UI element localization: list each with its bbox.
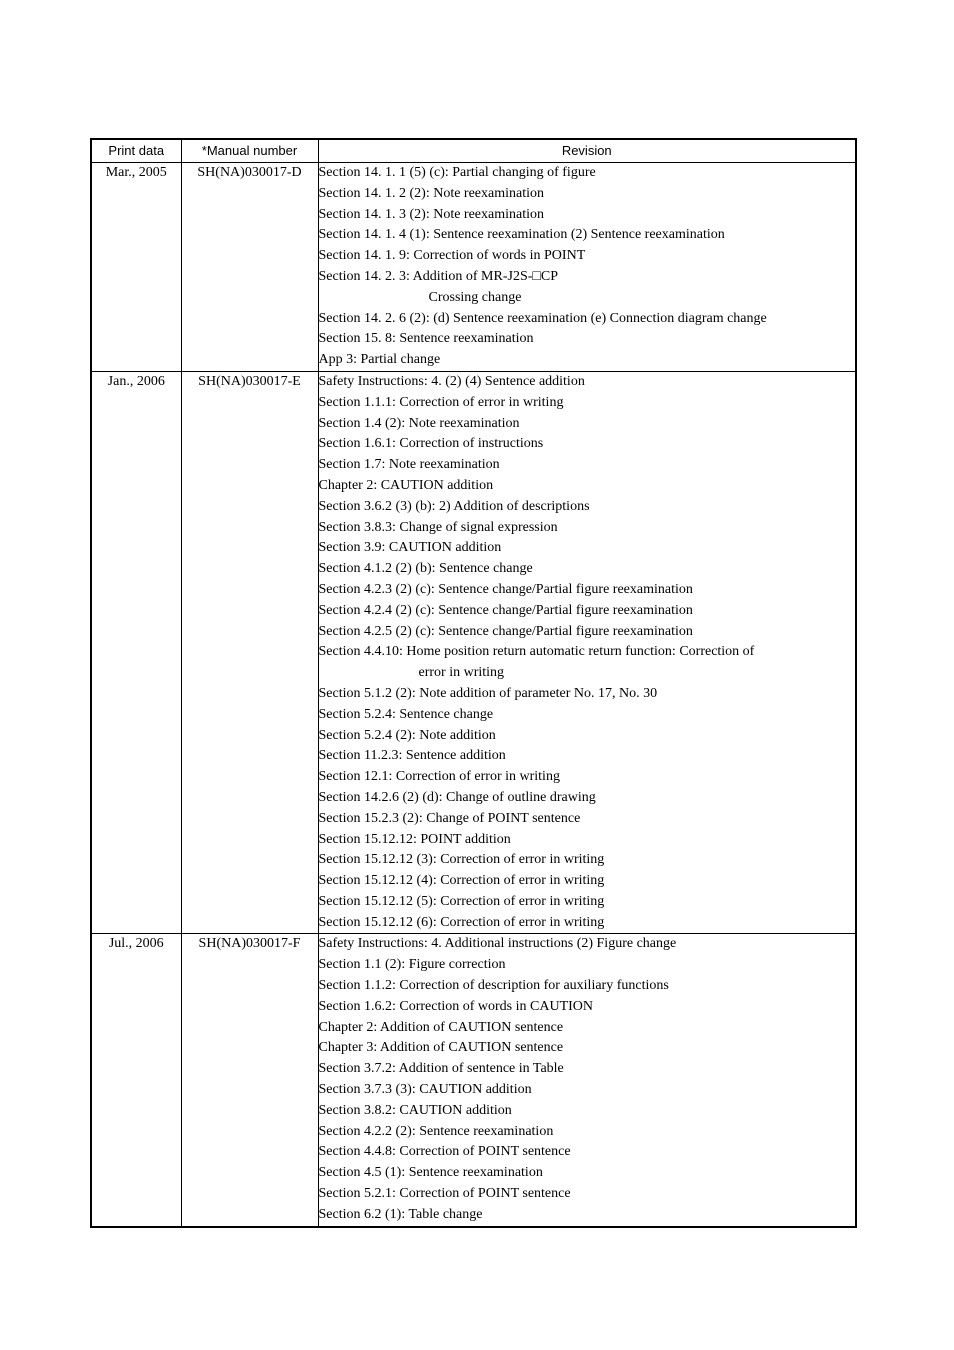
revision-line: Section 15.12.12 (4): Correction of error in writing <box>318 873 605 889</box>
revision-line: Section 5.2.4 (2): Note addition <box>318 727 496 743</box>
revision-line: Section 15.12.12 (3): Correction of error in writing <box>318 852 605 868</box>
revision-line: Section 15.2.3 (2): Change of POINT sentence <box>318 810 581 826</box>
revision-line: Section 3.9: CAUTION addition <box>318 540 502 556</box>
manual-number-cell: SH(NA)030017-F <box>181 934 318 1227</box>
header-print-data: Print data <box>91 139 181 163</box>
revision-line: Section 15.12.12: POINT addition <box>318 831 511 847</box>
revision-line: Section 14. 2. 3: Addition of MR-J2S-□CP <box>318 268 558 284</box>
revision-line: Section 15.12.12 (5): Correction of error in writing <box>318 893 605 909</box>
revision-line: Section 14. 1. 1 (5) (c): Partial changing of figure <box>318 165 596 180</box>
revision-line: Crossing change <box>428 289 522 305</box>
revision-line: Section 1.1.1: Correction of error in writing <box>318 394 564 410</box>
revision-line: Section 4.2.4 (2) (c): Sentence change/Partial figure reexamination <box>318 602 693 618</box>
revision-cell <box>318 371 856 934</box>
revision-line: Section 6.2 (1): Table change <box>318 1206 483 1222</box>
revision-table-body <box>91 163 856 1227</box>
revision-line: Section 14.2.6 (2) (d): Change of outline drawing <box>318 789 596 805</box>
revision-cell <box>318 163 856 372</box>
revision-cell <box>318 934 856 1227</box>
revision-line: Section 4.1.2 (2) (b): Sentence change <box>318 561 533 577</box>
revision-line: Section 1.7: Note reexamination <box>318 457 500 473</box>
revision-line: Section 4.2.5 (2) (c): Sentence change/Partial figure reexamination <box>318 623 693 639</box>
revision-line: Section 1.6.1: Correction of instructions <box>318 436 544 452</box>
revision-line: Chapter 3: Addition of CAUTION sentence <box>318 1040 564 1056</box>
revision-line: Section 4.2.2 (2): Sentence reexamination <box>318 1123 554 1139</box>
revision-line: Safety Instructions: 4. (2) (4) Sentence addition <box>318 373 585 389</box>
table-row <box>91 934 856 1227</box>
revision-line: App 3: Partial change <box>318 352 441 368</box>
header-revision: Revision <box>318 139 856 163</box>
print-date-cell: Jul., 2006 <box>91 934 181 1227</box>
revision-line: Section 3.7.2: Addition of sentence in Table <box>318 1061 564 1077</box>
revision-line: Section 3.7.3 (3): CAUTION addition <box>318 1082 532 1098</box>
revision-line: Section 5.1.2 (2): Note addition of parameter No. 17, No. 30 <box>318 685 658 701</box>
revision-line: Section 4.5 (1): Sentence reexamination <box>318 1165 543 1181</box>
revision-line: Chapter 2: Addition of CAUTION sentence <box>318 1019 564 1035</box>
revision-line: Section 3.8.3: Change of signal expression <box>318 519 558 535</box>
print-date-cell: Jan., 2006 <box>91 371 181 934</box>
table-row <box>91 371 856 934</box>
header-manual-number: *Manual number <box>181 139 318 163</box>
revision-line: Section 11.2.3: Sentence addition <box>318 748 506 764</box>
revision-line: Section 4.2.3 (2) (c): Sentence change/Partial figure reexamination <box>318 581 693 597</box>
table-header-row <box>91 139 856 163</box>
print-date-cell: Mar., 2005 <box>91 163 181 372</box>
revision-line: Section 14. 1. 2 (2): Note reexamination <box>318 185 544 201</box>
revision-line: error in writing <box>418 665 505 681</box>
revision-line: Section 14. 1. 9: Correction of words in POINT <box>318 248 586 264</box>
revision-line: Safety Instructions: 4. Additional instructions (2) Figure change <box>318 936 677 952</box>
revision-table <box>90 138 857 1228</box>
manual-number-cell: SH(NA)030017-E <box>181 371 318 934</box>
revision-line: Section 1.6.2: Correction of words in CAUTION <box>318 998 594 1014</box>
revision-line: Section 3.6.2 (3) (b): 2) Addition of descriptions <box>318 498 590 514</box>
revision-line: Section 5.2.4: Sentence change <box>318 706 494 722</box>
revision-line: Section 15. 8: Sentence reexamination <box>318 331 534 347</box>
revision-line: Section 14. 2. 6 (2): (d) Sentence reexamination (e) Connection diagram change <box>318 310 767 326</box>
revision-line: Section 1.4 (2): Note reexamination <box>318 415 520 431</box>
revision-line: Section 5.2.1: Correction of POINT sentence <box>318 1186 571 1202</box>
revision-line: Section 14. 1. 3 (2): Note reexamination <box>318 206 544 222</box>
revision-line: Section 4.4.8: Correction of POINT sentence <box>318 1144 571 1160</box>
table-row <box>91 163 856 372</box>
revision-line: Section 1.1.2: Correction of description for auxiliary functions <box>318 978 669 994</box>
revision-line: Section 12.1: Correction of error in writing <box>318 769 560 785</box>
revision-line: Chapter 2: CAUTION addition <box>318 477 494 493</box>
revision-line: Section 1.1 (2): Figure correction <box>318 957 506 973</box>
manual-number-cell: SH(NA)030017-D <box>181 163 318 372</box>
revision-line: Section 4.4.10: Home position return automatic return function: Correction of <box>318 644 755 660</box>
revision-line: Section 15.12.12 (6): Correction of error in writing <box>318 914 605 930</box>
revision-line: Section 14. 1. 4 (1): Sentence reexamination (2) Sentence reexamination <box>318 227 725 243</box>
revision-line: Section 3.8.2: CAUTION addition <box>318 1102 512 1118</box>
